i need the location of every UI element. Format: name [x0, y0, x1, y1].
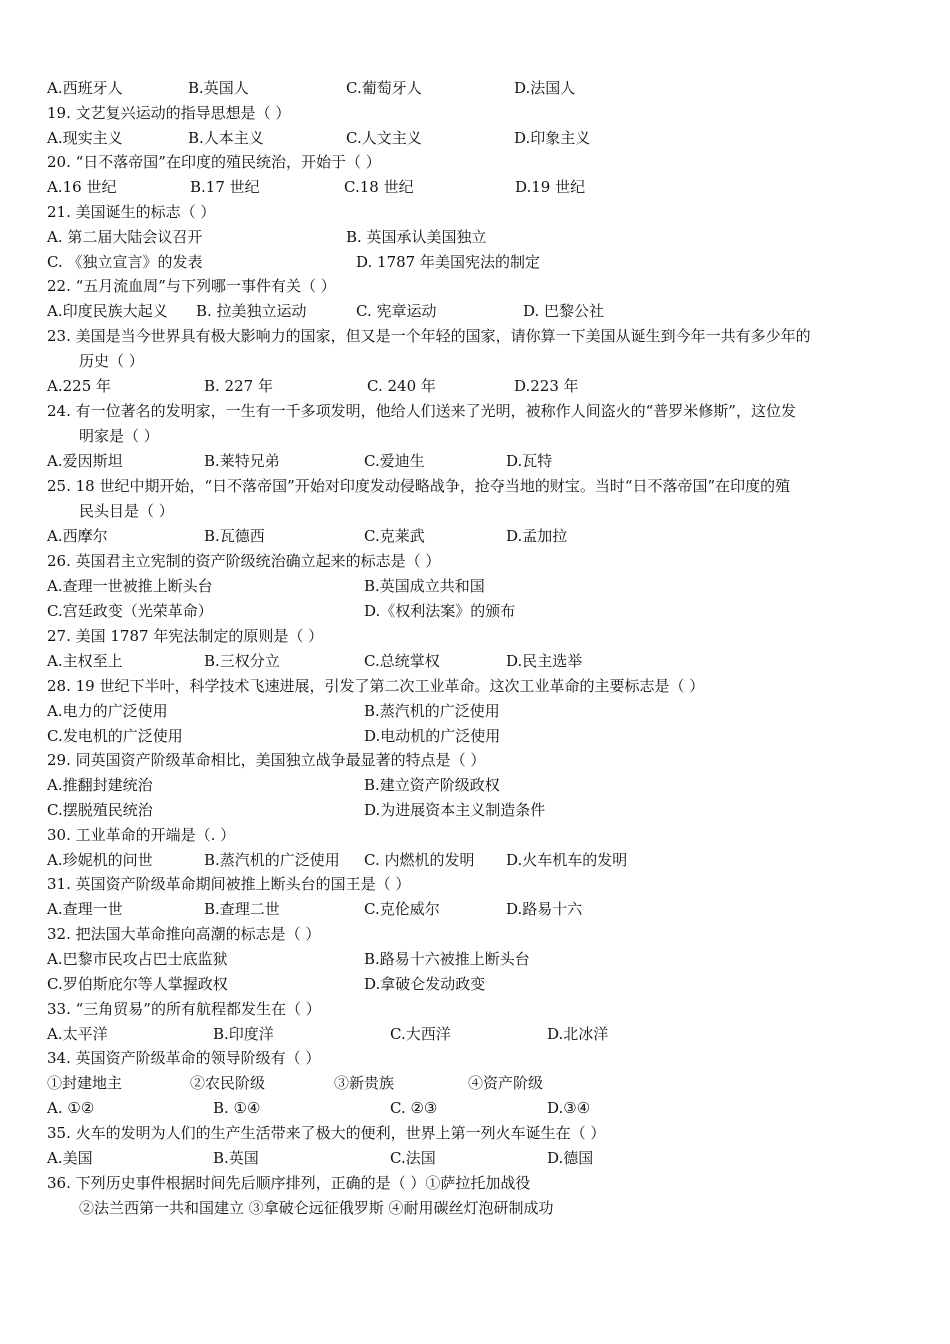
option-a: A.225 年	[47, 377, 111, 395]
question-24: 24. 有一位著名的发明家，一生有一千多项发明，他给人们送来了光明，被称作人间盗火的“普罗米修斯”，这位发	[47, 402, 796, 420]
option-d: D. 1787 年美国宪法的制定	[356, 253, 540, 271]
option-c: C.人文主义	[346, 129, 422, 147]
question-34: 34. 英国资产阶级革命的领导阶级有（ ）	[47, 1049, 321, 1067]
option-a: A.查理一世	[47, 900, 123, 918]
option-a: A.西摩尔	[47, 527, 108, 545]
option-b: B.蒸汽机的广泛使用	[204, 851, 340, 869]
option-c: C.总统掌权	[364, 652, 440, 670]
option-a: A.16 世纪	[47, 178, 117, 196]
question-33: 33. “三角贸易”的所有航程都发生在（ ）	[47, 1000, 321, 1018]
option-a: A.推翻封建统治	[47, 776, 153, 794]
option-a: A.主权至上	[47, 652, 123, 670]
question-19: 19. 文艺复兴运动的指导思想是（ ）	[47, 104, 291, 122]
option-d: D.为进展资本主义制造条件	[364, 801, 546, 819]
option-a: A.珍妮机的问世	[47, 851, 153, 869]
option-d: D.法国人	[514, 79, 576, 97]
option-d: D.电动机的广泛使用	[364, 727, 501, 745]
question-27: 27. 美国 1787 年宪法制定的原则是（ ）	[47, 627, 324, 645]
option-b: B.莱特兄弟	[204, 452, 280, 470]
statement-1: ①封建地主	[47, 1074, 123, 1092]
option-c: C.发电机的广泛使用	[47, 727, 183, 745]
question-25: 25. 18 世纪中期开始，“日不落帝国”开始对印度发动侵略战争，抢夺当地的财宝。当时“日不落帝国”在印度的殖	[47, 477, 791, 495]
option-b: B. 拉美独立运动	[196, 302, 307, 320]
option-c: C.宫廷政变（光荣革命）	[47, 602, 213, 620]
question-23: 23. 美国是当今世界具有极大影响力的国家，但又是一个年轻的国家，请你算一下美国从诞生到今年一共有多少年的	[47, 327, 811, 345]
option-d: D.德国	[547, 1149, 594, 1167]
option-b: B. ①④	[213, 1099, 261, 1117]
option-c: C.大西洋	[390, 1025, 451, 1043]
option-d: D.瓦特	[506, 452, 553, 470]
option-b: B. 英国承认美国独立	[346, 228, 487, 246]
question-28: 28. 19 世纪下半叶，科学技术飞速进展，引发了第二次工业革命。这次工业革命的主要标志是（ ）	[47, 677, 705, 695]
option-c: C.法国	[390, 1149, 436, 1167]
option-c: C. 《独立宣言》的发表	[47, 253, 203, 271]
option-d: D. 巴黎公社	[523, 302, 605, 320]
question-23-continued: 历史（ ）	[79, 352, 144, 370]
option-c: C. ②③	[390, 1099, 438, 1117]
option-d: D.《权利法案》的颁布	[364, 602, 516, 620]
statement-3: ③新贵族	[334, 1074, 395, 1092]
question-29: 29. 同英国资产阶级革命相比，美国独立战争最显著的特点是（ ）	[47, 751, 486, 769]
option-b: B.17 世纪	[190, 178, 260, 196]
option-c: C.摆脱殖民统治	[47, 801, 153, 819]
option-d: D.19 世纪	[515, 178, 586, 196]
statement-4: ④资产阶级	[468, 1074, 544, 1092]
option-d: D.拿破仑发动政变	[364, 975, 486, 993]
option-a: A.印度民族大起义	[47, 302, 168, 320]
question-26: 26. 英国君主立宪制的资产阶级统治确立起来的标志是（ ）	[47, 552, 441, 570]
option-a: A.西班牙人	[47, 79, 123, 97]
option-b: B. 227 年	[204, 377, 273, 395]
option-b: B.瓦德西	[204, 527, 265, 545]
question-22: 22. “五月流血周”与下列哪一事件有关（ ）	[47, 277, 336, 295]
question-35: 35. 火车的发明为人们的生产生活带来了极大的便利，世界上第一列火车诞生在（ ）	[47, 1124, 606, 1142]
question-24-continued: 明家是（ ）	[79, 427, 159, 445]
option-d: D.③④	[547, 1099, 591, 1117]
option-b: B.印度洋	[213, 1025, 274, 1043]
option-b: B.蒸汽机的广泛使用	[364, 702, 500, 720]
question-20: 20. “日不落帝国”在印度的殖民统治，开始于（ ）	[47, 153, 381, 171]
option-a: A.查理一世被推上断头台	[47, 577, 213, 595]
option-d: D.223 年	[514, 377, 579, 395]
option-c: C. 240 年	[367, 377, 436, 395]
option-d: D.民主选举	[506, 652, 583, 670]
option-a: A. ①②	[47, 1099, 95, 1117]
option-b: B.人本主义	[188, 129, 264, 147]
option-b: B.查理二世	[204, 900, 280, 918]
option-a: A.现实主义	[47, 129, 123, 147]
question-21: 21. 美国诞生的标志（ ）	[47, 203, 216, 221]
option-a: A.爱因斯坦	[47, 452, 123, 470]
option-d: D.印象主义	[514, 129, 591, 147]
option-d: D.孟加拉	[506, 527, 568, 545]
option-c: C.爱迪生	[364, 452, 425, 470]
option-c: C. 宪章运动	[356, 302, 437, 320]
question-36-continued: ②法兰西第一共和国建立 ③拿破仑远征俄罗斯 ④耐用碳丝灯泡研制成功	[79, 1199, 554, 1217]
option-c: C.罗伯斯庇尔等人掌握政权	[47, 975, 228, 993]
option-b: B.路易十六被推上断头台	[364, 950, 530, 968]
option-a: A.电力的广泛使用	[47, 702, 168, 720]
option-d: D.北冰洋	[547, 1025, 609, 1043]
question-32: 32. 把法国大革命推向高潮的标志是（ ）	[47, 925, 321, 943]
option-a: A.巴黎市民攻占巴士底监狱	[47, 950, 228, 968]
question-30: 30. 工业革命的开端是（. ）	[47, 826, 236, 844]
question-31: 31. 英国资产阶级革命期间被推上断头台的国王是（ ）	[47, 875, 411, 893]
option-d: D.火车机车的发明	[506, 851, 628, 869]
option-a: A.太平洋	[47, 1025, 108, 1043]
option-c: C.克莱武	[364, 527, 425, 545]
option-d: D.路易十六	[506, 900, 583, 918]
option-c: C.克伦威尔	[364, 900, 440, 918]
option-b: B.英国人	[188, 79, 249, 97]
option-b: B.英国成立共和国	[364, 577, 485, 595]
option-a: A. 第二届大陆会议召开	[47, 228, 203, 246]
option-a: A.美国	[47, 1149, 93, 1167]
option-c: C. 内燃机的发明	[364, 851, 475, 869]
option-b: B.英国	[213, 1149, 259, 1167]
question-25-continued: 民头目是（ ）	[79, 502, 174, 520]
option-b: B.三权分立	[204, 652, 280, 670]
option-c: C.18 世纪	[344, 178, 414, 196]
question-36: 36. 下列历史事件根据时间先后顺序排列，正确的是（ ）①萨拉托加战役	[47, 1174, 531, 1192]
option-b: B.建立资产阶级政权	[364, 776, 500, 794]
option-c: C.葡萄牙人	[346, 79, 422, 97]
statement-2: ②农民阶级	[190, 1074, 266, 1092]
